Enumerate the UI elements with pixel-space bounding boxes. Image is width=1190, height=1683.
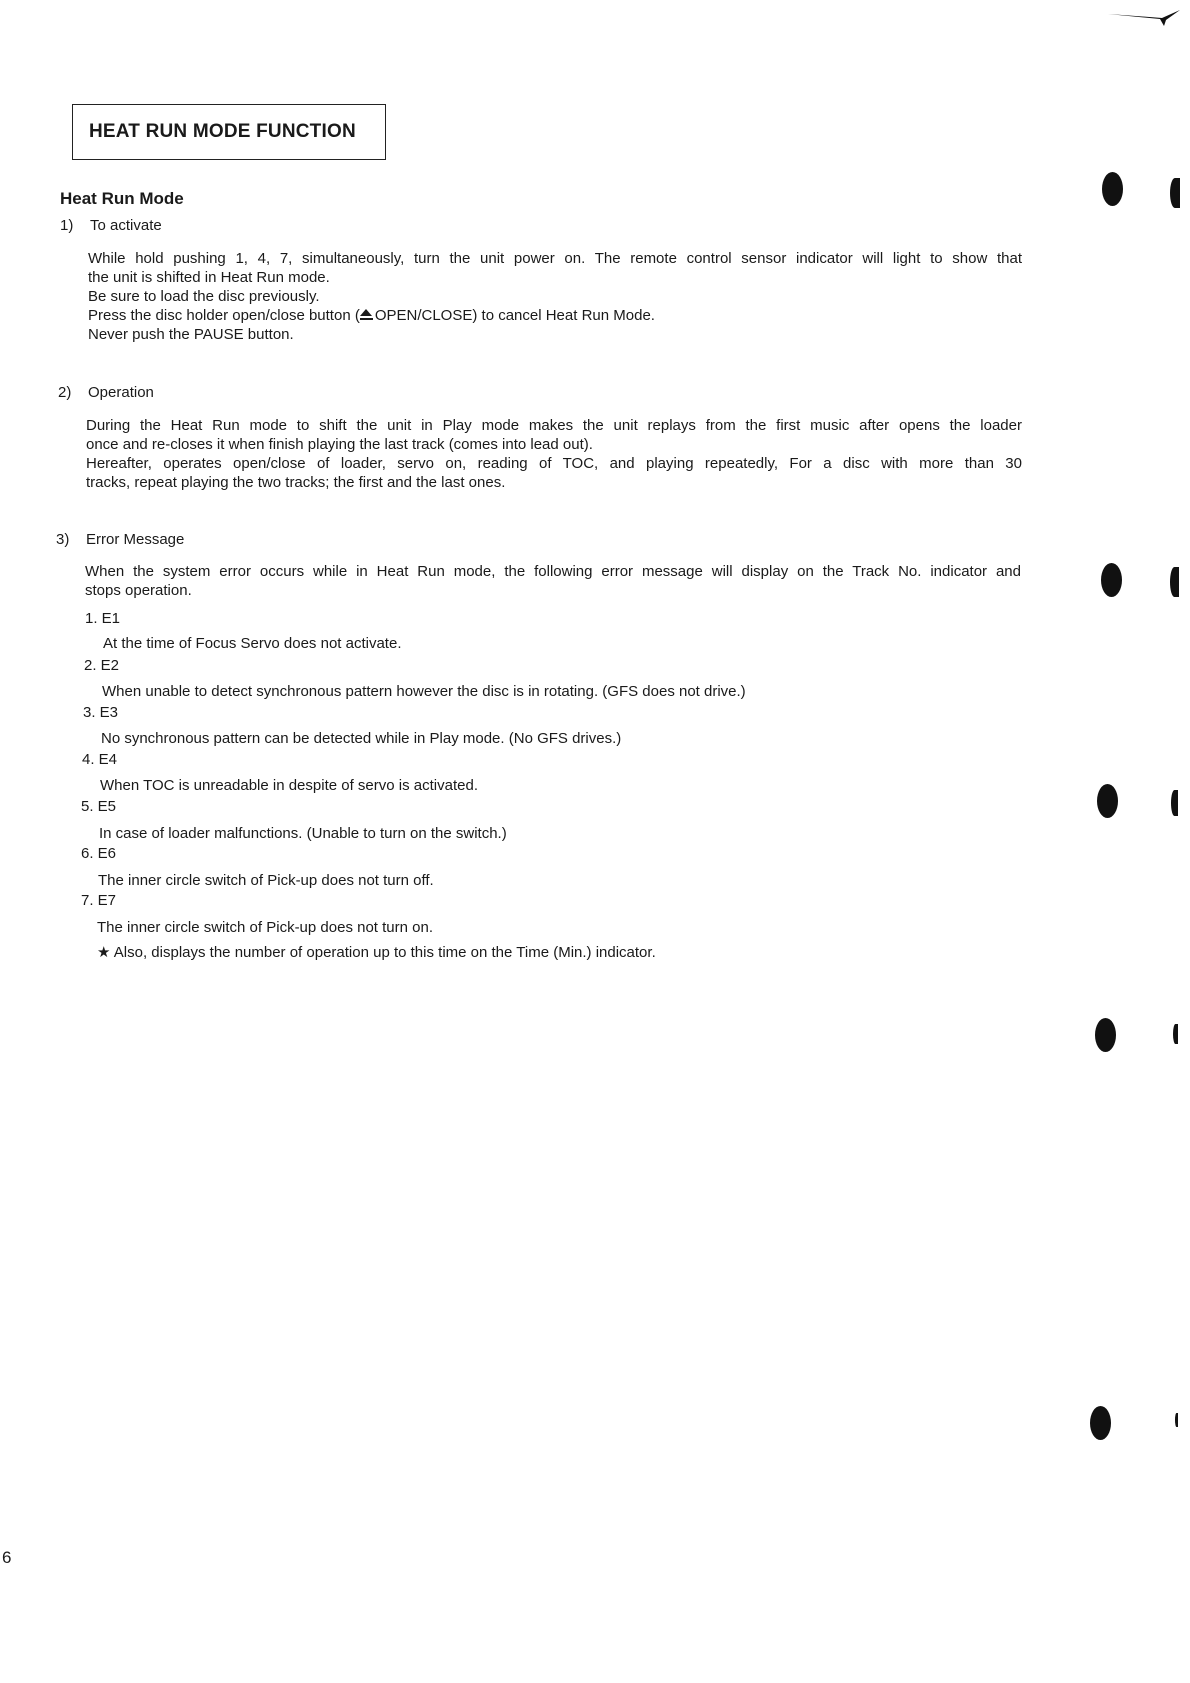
punch-hole <box>1095 1018 1116 1052</box>
body-line: While hold pushing 1, 4, 7, simultaneously, turn the unit power on. The remote control sensor indicator will light to show that <box>88 250 1022 267</box>
open-close-button-label: OPEN/CLOSE <box>374 307 473 324</box>
body-line: tracks, repeat playing the two tracks; the first and the last ones. <box>86 474 506 491</box>
error-description: The inner circle switch of Pick-up does not turn off. <box>98 872 434 889</box>
activate-number: 1) <box>60 217 74 234</box>
punch-hole-edge <box>1170 567 1179 597</box>
punch-hole <box>1101 563 1122 597</box>
error-title: Error Message <box>86 531 185 548</box>
punch-hole <box>1097 784 1118 818</box>
page-number: 6 <box>2 1548 12 1567</box>
body-line: stops operation. <box>85 582 192 599</box>
error-number: 3) <box>56 531 70 548</box>
star-icon: ★ <box>97 944 111 961</box>
press-text-before: Press the disc holder open/close button ( <box>88 307 360 324</box>
press-text-after: ) to cancel Heat Run Mode. <box>472 307 655 324</box>
body-line: the unit is shifted in Heat Run mode. <box>88 269 330 286</box>
punch-hole-edge <box>1173 1024 1178 1044</box>
error-code: 4. E4 <box>82 751 118 768</box>
heading: Heat Run Mode <box>60 189 184 208</box>
error-code: 1. E1 <box>85 610 121 627</box>
punch-hole <box>1090 1406 1111 1440</box>
body-line: When the system error occurs while in Heat Run mode, the following error message will display on the Track No. indicator and <box>85 563 1021 580</box>
body-line: once and re-closes it when finish playing the last track (comes into lead out). <box>86 436 593 453</box>
punch-hole-edge <box>1175 1413 1178 1427</box>
error-code: 6. E6 <box>81 845 117 862</box>
error-description: In case of loader malfunctions. (Unable to turn on the switch.) <box>99 825 507 842</box>
error-description: When unable to detect synchronous pattern however the disc is in rotating. (GFS does not drive.) <box>102 683 746 700</box>
body-line: During the Heat Run mode to shift the unit in Play mode makes the unit replays from the first music after opens the loader <box>86 417 1022 434</box>
section-title: HEAT RUN MODE FUNCTION <box>89 121 356 142</box>
error-body <box>85 562 1021 600</box>
error-code: 2. E2 <box>84 657 120 674</box>
operation-title: Operation <box>88 384 154 401</box>
corner-mark <box>1106 4 1182 28</box>
press-line <box>88 306 1022 325</box>
body-line: Hereafter, operates open/close of loader, servo on, reading of TOC, and playing repeatedly, For a disc with more than 30 <box>86 455 1022 472</box>
operation-number: 2) <box>58 384 72 401</box>
punch-hole-edge <box>1170 178 1180 208</box>
operation-body <box>86 416 1022 492</box>
error-code: 7. E7 <box>81 892 117 909</box>
section-title-box <box>72 104 386 160</box>
note-text: Also, displays the number of operation up to this time on the Time (Min.) indicator. <box>113 944 656 961</box>
body-line: Never push the PAUSE button. <box>88 326 294 343</box>
error-description: When TOC is unreadable in despite of servo is activated. <box>100 777 478 794</box>
error-description: The inner circle switch of Pick-up does not turn on. <box>97 919 433 936</box>
error-code: 3. E3 <box>83 704 119 721</box>
note-line <box>97 943 656 962</box>
punch-hole <box>1102 172 1123 206</box>
body-line: Be sure to load the disc previously. <box>88 288 320 305</box>
punch-hole-edge <box>1171 790 1178 816</box>
activate-body <box>88 249 1022 344</box>
error-description: No synchronous pattern can be detected while in Play mode. (No GFS drives.) <box>101 730 622 747</box>
eject-icon <box>360 309 373 321</box>
error-code: 5. E5 <box>81 798 117 815</box>
activate-title: To activate <box>90 217 162 234</box>
error-description: At the time of Focus Servo does not activate. <box>103 635 402 652</box>
